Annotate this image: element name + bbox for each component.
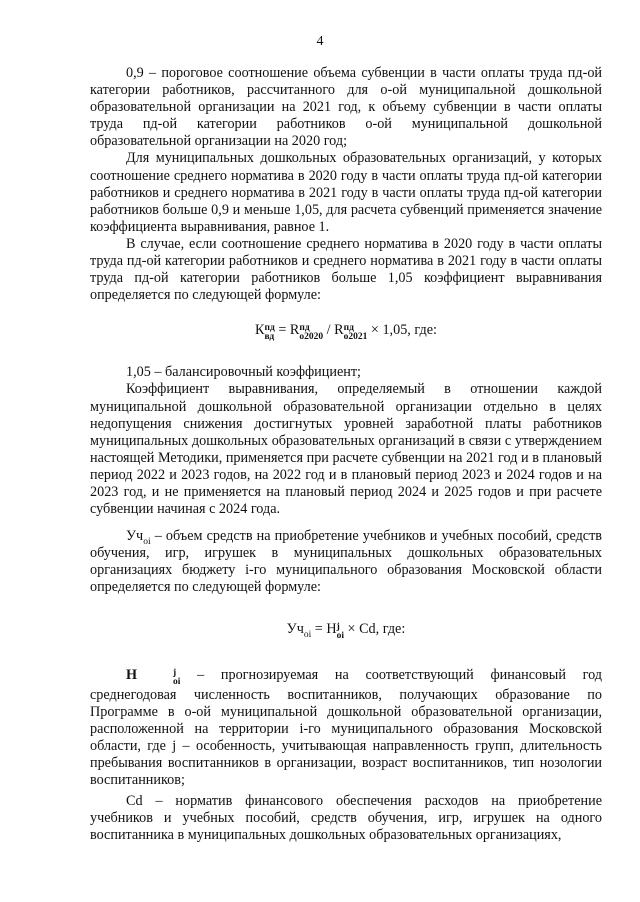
- formula2-lhs: Уч: [286, 620, 304, 637]
- paragraph-cd-norm: Cd – норматив финансового обеспечения расходов на приобретение учебников и учебных пособий, средств обучения, игр, игрушек на одного воспитанника в муниципальных дошкольных образовательных организациях,: [90, 793, 602, 844]
- textbooks-text: – объем средств на приобретение учебников и учебных пособий, средств обучения, игр, игрушек в муниципальных дошкольных образовательных организациях бюджету i-го муниципального образования Московской области определяется по следующей формуле:: [90, 528, 602, 596]
- formula-k-indices: пд вд: [264, 323, 275, 343]
- formula2-lhs-sub: oi: [303, 629, 312, 640]
- formula-tail: × 1,05, где:: [367, 322, 437, 339]
- formula-equalization: [90, 322, 602, 342]
- document-body: [90, 65, 602, 844]
- paragraph-textbooks: [90, 528, 602, 596]
- pupils-text: – прогнозируемая на соответствующий финансовый год среднегодовая численность воспитанников, получающих образование по Программе в о-ой муниципальной дошкольной образовательной организации, расположенной на территории i-го муниципального образования Московской области, где j – особенность, учитывающая направленность групп, длительность пребывания воспитанников в организации, возраст воспитанников, тип нозологии воспитанников;: [90, 666, 602, 788]
- paragraph-equalization-case: В случае, если соотношение среднего норматива в 2020 году в части оплаты труда пд-ой категории работников и среднего норматива в 2021 году в части оплаты труда пд-ой категории работников больше 1,05 коэффициент выравнивания определяется по следующей формуле:: [90, 235, 602, 304]
- textbooks-symbol: Уч: [126, 528, 144, 545]
- paragraph-balancing: 1,05 – балансировочный коэффициент;: [126, 364, 361, 381]
- formula-k-symbol: К: [255, 322, 265, 339]
- textbooks-symbol-sub: oi: [143, 536, 151, 547]
- formula2-eq-h: = Н: [311, 620, 337, 637]
- paragraph-threshold: 0,9 – пороговое соотношение объема субвенции в части оплаты труда пд-ой категории работников, рассчитанного для о-ой муниципальной дошкольной образовательной организации на 2021 год, к объему субвенции в части оплаты труда пд-ой категории работников о-ой муниципальной дошкольной образовательной организации на 2020 год;: [90, 65, 602, 150]
- paragraph-pupils-count: [90, 667, 602, 790]
- formula-r2020-indices: пд о2020: [299, 323, 324, 343]
- formula2-tail: × Cd, где:: [343, 620, 406, 637]
- paragraph-coefficient-usage: Коэффициент выравнивания, определяемый в отношении каждой муниципальной дошкольной образовательной организации отдельно в целях недопущения снижения достигнутых уровней заработной платы работников муниципальных дошкольных образовательных организаций в связи с утверждением настоящей Методики, применяется при расчете субвенции на 2021 год и в плановый период 2022 и 2023 годов, на 2022 год и в плановый период 2023 и 2024 годов и на 2023 год, и не применяется на плановый период 2024 и 2025 годов и при расчете субвенции начиная с 2024 года.: [90, 381, 602, 518]
- pupils-symbol-indices: j oi: [173, 667, 181, 687]
- formula-r2021-indices: пд о2021: [343, 323, 368, 343]
- formula-textbooks: [90, 621, 602, 641]
- formula2-h-indices: j oi: [336, 621, 344, 641]
- formula-div-r: / R: [323, 322, 344, 339]
- formula-eq-r: = R: [274, 322, 300, 339]
- paragraph-equalization-one: Для муниципальных дошкольных образовательных организаций, у которых соотношение среднего норматива в 2020 году в части оплаты труда пд-ой категории работников и среднего норматива в 2021 году в части оплаты труда пд-ой категории работников больше 0,9 и меньше 1,05, для расчета субвенций применяется значение коэффициента выравнивания, равное 1.: [90, 150, 602, 235]
- page-number: 4: [316, 34, 324, 49]
- pupils-symbol: Н: [126, 666, 138, 683]
